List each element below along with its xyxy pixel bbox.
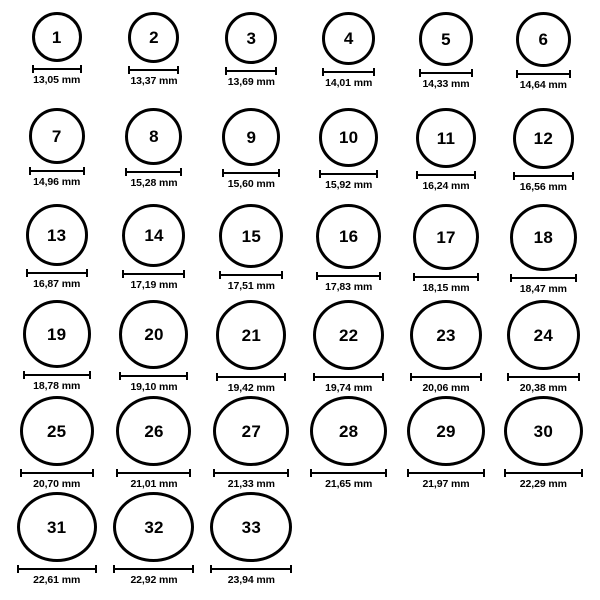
measure-cap-right: [89, 371, 91, 379]
diameter-measure: [413, 273, 479, 294]
diameter-label: 13,69 mm: [227, 76, 275, 88]
measure-cap-left: [29, 167, 31, 175]
diameter-label: 22,61 mm: [33, 574, 81, 586]
measure-cap-left: [319, 170, 321, 178]
measure-cap-left: [322, 68, 324, 76]
ring-size-cell: [8, 10, 105, 106]
measure-cap-right: [281, 271, 283, 279]
diameter-measure: [213, 469, 289, 490]
ring-circle: [419, 12, 473, 66]
measure-bar: [17, 565, 97, 572]
measure-cap-right: [373, 68, 375, 76]
diameter-measure: [119, 372, 188, 393]
measure-bar: [23, 371, 91, 378]
diameter-label: 21,65 mm: [325, 478, 373, 490]
measure-line: [513, 175, 574, 177]
measure-line: [516, 73, 571, 75]
ring-circle: [310, 396, 387, 466]
ring-size-number: 11: [436, 128, 456, 148]
measure-cap-left: [410, 373, 412, 381]
measure-cap-left: [310, 469, 312, 477]
measure-bar: [504, 469, 583, 476]
measure-line: [504, 472, 583, 474]
measure-bar: [20, 469, 94, 476]
measure-cap-left: [116, 469, 118, 477]
measure-cap-right: [290, 565, 292, 573]
measure-cap-right: [192, 565, 194, 573]
measure-bar: [316, 272, 381, 279]
diameter-label: 18,47 mm: [519, 283, 567, 295]
diameter-measure: [113, 565, 194, 586]
ring-size-number: 29: [436, 421, 456, 441]
ring-size-cell: [300, 394, 397, 490]
diameter-measure: [222, 169, 280, 190]
measure-bar: [29, 167, 85, 174]
ring-size-cell: [203, 490, 300, 586]
diameter-label: 22,29 mm: [519, 478, 567, 490]
measure-cap-left: [222, 169, 224, 177]
measure-cap-left: [113, 565, 115, 573]
diameter-label: 19,10 mm: [130, 381, 178, 393]
diameter-measure: [20, 469, 94, 490]
measure-bar: [222, 169, 280, 176]
diameter-measure: [219, 271, 283, 292]
ring-size-number: 13: [47, 225, 67, 245]
ring-circle: [413, 204, 479, 270]
measure-cap-right: [83, 167, 85, 175]
measure-line: [125, 171, 182, 173]
measure-line: [413, 276, 479, 278]
diameter-label: 13,05 mm: [33, 74, 81, 86]
measure-cap-left: [216, 373, 218, 381]
ring-circle: [122, 204, 185, 267]
measure-bar: [510, 274, 577, 281]
measure-line: [32, 68, 82, 70]
measure-line: [219, 274, 283, 276]
ring-size-cell: [105, 394, 202, 490]
measure-line: [407, 472, 485, 474]
diameter-label: 20,70 mm: [33, 478, 81, 490]
measure-cap-left: [213, 469, 215, 477]
measure-cap-left: [513, 172, 515, 180]
measure-line: [225, 70, 277, 72]
diameter-label: 17,51 mm: [227, 280, 275, 292]
measure-bar: [410, 373, 482, 380]
measure-bar: [119, 372, 188, 379]
ring-size-number: 30: [533, 421, 553, 441]
ring-size-number: 15: [241, 226, 261, 246]
measure-bar: [513, 172, 574, 179]
measure-cap-left: [316, 272, 318, 280]
ring-size-number: 6: [538, 30, 549, 49]
diameter-measure: [407, 469, 485, 490]
diameter-measure: [29, 167, 85, 188]
ring-size-cell: [203, 394, 300, 490]
measure-cap-right: [186, 372, 188, 380]
measure-cap-left: [26, 269, 28, 277]
ring-size-cell: [203, 10, 300, 106]
diameter-label: 18,15 mm: [422, 282, 470, 294]
ring-circle: [26, 204, 88, 266]
measure-cap-left: [17, 565, 19, 573]
measure-cap-right: [578, 373, 580, 381]
diameter-measure: [513, 172, 574, 193]
measure-cap-right: [477, 273, 479, 281]
ring-size-number: 3: [246, 28, 257, 48]
measure-cap-left: [20, 469, 22, 477]
measure-line: [313, 376, 384, 378]
ring-size-cell: [495, 106, 592, 202]
diameter-label: 14,33 mm: [422, 78, 470, 90]
diameter-measure: [313, 373, 384, 394]
measure-line: [419, 72, 473, 74]
measure-bar: [116, 469, 191, 476]
ring-circle: [510, 204, 577, 271]
diameter-label: 23,94 mm: [227, 574, 275, 586]
diameter-label: 20,06 mm: [422, 382, 470, 394]
diameter-label: 16,56 mm: [519, 181, 567, 193]
ring-size-cell: [495, 394, 592, 490]
ring-size-cell: [105, 298, 202, 394]
ring-circle: [516, 12, 571, 67]
ring-size-number: 18: [533, 228, 553, 247]
ring-circle: [222, 108, 280, 166]
measure-cap-left: [125, 168, 127, 176]
ring-size-cell: [397, 106, 494, 202]
measure-line: [310, 472, 387, 474]
diameter-label: 21,01 mm: [130, 478, 178, 490]
ring-size-number: 25: [47, 421, 67, 441]
diameter-label: 14,96 mm: [33, 176, 81, 188]
measure-bar: [507, 373, 580, 380]
ring-size-number: 5: [441, 29, 451, 49]
measure-cap-right: [92, 469, 94, 477]
diameter-label: 14,01 mm: [325, 77, 373, 89]
ring-size-number: 4: [343, 29, 354, 48]
ring-circle: [504, 396, 583, 466]
ring-size-number: 23: [436, 325, 456, 345]
ring-circle: [407, 396, 485, 466]
ring-circle: [316, 204, 381, 269]
measure-cap-right: [95, 565, 97, 573]
diameter-label: 15,28 mm: [130, 177, 178, 189]
diameter-label: 15,60 mm: [227, 178, 275, 190]
ring-size-number: 2: [149, 28, 159, 47]
measure-cap-right: [275, 67, 277, 75]
ring-circle: [416, 108, 476, 168]
diameter-measure: [504, 469, 583, 490]
diameter-label: 17,19 mm: [130, 279, 178, 291]
measure-line: [29, 170, 85, 172]
ring-size-cell: [203, 106, 300, 202]
ring-size-number: 32: [144, 517, 164, 537]
diameter-label: 18,78 mm: [33, 380, 81, 392]
diameter-measure: [516, 70, 571, 91]
measure-cap-right: [180, 168, 182, 176]
diameter-measure: [17, 565, 97, 586]
ring-size-cell: [105, 10, 202, 106]
diameter-label: 13,37 mm: [130, 75, 178, 87]
ring-size-cell: [300, 202, 397, 298]
ring-circle: [513, 108, 574, 169]
ring-size-number: 31: [47, 517, 67, 537]
diameter-label: 21,33 mm: [227, 478, 275, 490]
ring-size-number: 8: [149, 127, 159, 146]
measure-cap-left: [225, 67, 227, 75]
measure-cap-left: [122, 270, 124, 278]
diameter-measure: [510, 274, 577, 295]
measure-cap-right: [287, 469, 289, 477]
diameter-label: 14,64 mm: [519, 79, 567, 91]
measure-cap-right: [284, 373, 286, 381]
diameter-label: 17,83 mm: [325, 281, 373, 293]
ring-size-cell: [203, 298, 300, 394]
diameter-measure: [216, 373, 286, 394]
diameter-measure: [32, 65, 82, 86]
measure-cap-left: [504, 469, 506, 477]
measure-cap-right: [483, 469, 485, 477]
ring-size-cell: [495, 10, 592, 106]
measure-line: [26, 272, 88, 274]
measure-bar: [322, 68, 375, 75]
measure-cap-right: [385, 469, 387, 477]
diameter-measure: [23, 371, 91, 392]
measure-cap-right: [474, 171, 476, 179]
measure-line: [216, 376, 286, 378]
measure-line: [17, 568, 97, 570]
ring-size-number: 16: [339, 227, 359, 246]
diameter-measure: [410, 373, 482, 394]
measure-cap-left: [413, 273, 415, 281]
measure-cap-left: [313, 373, 315, 381]
ring-size-cell: [8, 394, 105, 490]
ring-size-number: 33: [241, 517, 261, 537]
diameter-measure: [26, 269, 88, 290]
measure-bar: [516, 70, 571, 77]
ring-size-number: 26: [144, 421, 164, 441]
ring-circle: [17, 492, 97, 562]
ring-size-cell: [300, 298, 397, 394]
measure-cap-right: [471, 69, 473, 77]
measure-cap-left: [419, 69, 421, 77]
ring-size-number: 19: [47, 324, 67, 344]
measure-cap-right: [382, 373, 384, 381]
measure-cap-right: [480, 373, 482, 381]
measure-line: [119, 375, 188, 377]
measure-bar: [125, 168, 182, 175]
ring-circle: [116, 396, 191, 466]
ring-circle: [216, 300, 286, 370]
measure-line: [222, 172, 280, 174]
ring-size-cell: [300, 106, 397, 202]
ring-circle: [125, 108, 182, 165]
ring-circle: [32, 12, 82, 62]
measure-bar: [419, 69, 473, 76]
ring-size-cell: [397, 298, 494, 394]
diameter-label: 16,24 mm: [422, 180, 470, 192]
measure-cap-right: [376, 170, 378, 178]
ring-circle: [119, 300, 188, 369]
measure-cap-right: [80, 65, 82, 73]
ring-size-cell: [105, 106, 202, 202]
measure-cap-right: [581, 469, 583, 477]
measure-cap-right: [379, 272, 381, 280]
ring-size-number: 14: [144, 226, 164, 245]
ring-size-number: 7: [51, 126, 62, 146]
diameter-label: 19,42 mm: [227, 382, 275, 394]
measure-cap-left: [219, 271, 221, 279]
diameter-measure: [116, 469, 191, 490]
measure-cap-right: [177, 66, 179, 74]
ring-circle: [29, 108, 85, 164]
measure-line: [213, 472, 289, 474]
measure-cap-right: [183, 270, 185, 278]
measure-line: [20, 472, 94, 474]
ring-size-number: 28: [339, 421, 359, 441]
ring-size-cell: [105, 202, 202, 298]
ring-size-cell: [8, 298, 105, 394]
diameter-measure: [419, 69, 473, 90]
measure-bar: [216, 373, 286, 380]
ring-size-cell: [495, 298, 592, 394]
diameter-measure: [416, 171, 476, 192]
measure-line: [510, 277, 577, 279]
diameter-measure: [322, 68, 375, 89]
ring-size-cell: [300, 10, 397, 106]
measure-bar: [319, 170, 378, 177]
ring-size-grid: [8, 10, 592, 586]
ring-circle: [210, 492, 292, 562]
measure-line: [416, 174, 476, 176]
measure-cap-left: [516, 70, 518, 78]
measure-bar: [407, 469, 485, 476]
diameter-measure: [122, 270, 185, 291]
ring-size-cell: [397, 202, 494, 298]
measure-line: [322, 71, 375, 73]
measure-bar: [128, 66, 179, 73]
ring-circle: [313, 300, 384, 370]
ring-circle: [410, 300, 482, 370]
measure-cap-right: [278, 169, 280, 177]
diameter-measure: [210, 565, 292, 586]
measure-line: [23, 374, 91, 376]
ring-size-number: 21: [241, 325, 261, 345]
ring-circle: [23, 300, 91, 368]
measure-line: [410, 376, 482, 378]
measure-cap-left: [128, 66, 130, 74]
diameter-label: 20,38 mm: [519, 382, 567, 394]
ring-size-cell: [105, 490, 202, 586]
ring-size-number: 17: [436, 227, 456, 247]
diameter-measure: [225, 67, 277, 88]
measure-line: [210, 568, 292, 570]
measure-cap-left: [23, 371, 25, 379]
ring-size-number: 12: [533, 129, 553, 148]
measure-cap-left: [416, 171, 418, 179]
diameter-measure: [125, 168, 182, 189]
diameter-measure: [316, 272, 381, 293]
ring-size-number: 22: [339, 325, 359, 345]
measure-bar: [32, 65, 82, 72]
ring-size-cell: [8, 490, 105, 586]
measure-cap-right: [86, 269, 88, 277]
measure-bar: [219, 271, 283, 278]
measure-bar: [113, 565, 194, 572]
ring-size-number: 20: [144, 325, 164, 344]
measure-bar: [210, 565, 292, 572]
ring-size-number: 9: [246, 127, 257, 147]
measure-cap-left: [119, 372, 121, 380]
ring-size-number: 24: [533, 325, 553, 345]
measure-bar: [313, 373, 384, 380]
diameter-label: 22,92 mm: [130, 574, 178, 586]
measure-cap-right: [575, 274, 577, 282]
measure-cap-left: [407, 469, 409, 477]
ring-size-number: 10: [339, 128, 359, 147]
measure-cap-left: [210, 565, 212, 573]
ring-circle: [20, 396, 94, 466]
ring-circle: [213, 396, 289, 466]
ring-circle: [322, 12, 375, 65]
diameter-label: 21,97 mm: [422, 478, 470, 490]
diameter-label: 19,74 mm: [325, 382, 373, 394]
ring-size-cell: [397, 394, 494, 490]
measure-bar: [310, 469, 387, 476]
measure-bar: [26, 269, 88, 276]
ring-size-cell: [203, 202, 300, 298]
diameter-measure: [319, 170, 378, 191]
measure-line: [113, 568, 194, 570]
diameter-measure: [128, 66, 179, 87]
diameter-measure: [310, 469, 387, 490]
measure-line: [316, 275, 381, 277]
ring-circle: [319, 108, 378, 167]
measure-bar: [416, 171, 476, 178]
ring-size-cell: [8, 202, 105, 298]
measure-cap-right: [189, 469, 191, 477]
measure-bar: [413, 273, 479, 280]
measure-cap-right: [569, 70, 571, 78]
measure-line: [507, 376, 580, 378]
ring-size-number: 27: [241, 421, 261, 441]
measure-line: [116, 472, 191, 474]
diameter-label: 16,87 mm: [33, 278, 81, 290]
ring-circle: [507, 300, 580, 370]
ring-circle: [128, 12, 179, 63]
measure-cap-left: [510, 274, 512, 282]
diameter-measure: [507, 373, 580, 394]
measure-cap-left: [32, 65, 34, 73]
measure-cap-right: [572, 172, 574, 180]
ring-circle: [219, 204, 283, 268]
measure-line: [122, 273, 185, 275]
measure-bar: [213, 469, 289, 476]
ring-circle: [225, 12, 277, 64]
measure-bar: [122, 270, 185, 277]
measure-line: [128, 69, 179, 71]
ring-size-cell: [397, 10, 494, 106]
measure-bar: [225, 67, 277, 74]
measure-line: [319, 173, 378, 175]
ring-size-number: 1: [51, 27, 62, 47]
ring-size-cell: [8, 106, 105, 202]
ring-size-cell: [495, 202, 592, 298]
diameter-label: 15,92 mm: [325, 179, 373, 191]
ring-circle: [113, 492, 194, 562]
measure-cap-left: [507, 373, 509, 381]
